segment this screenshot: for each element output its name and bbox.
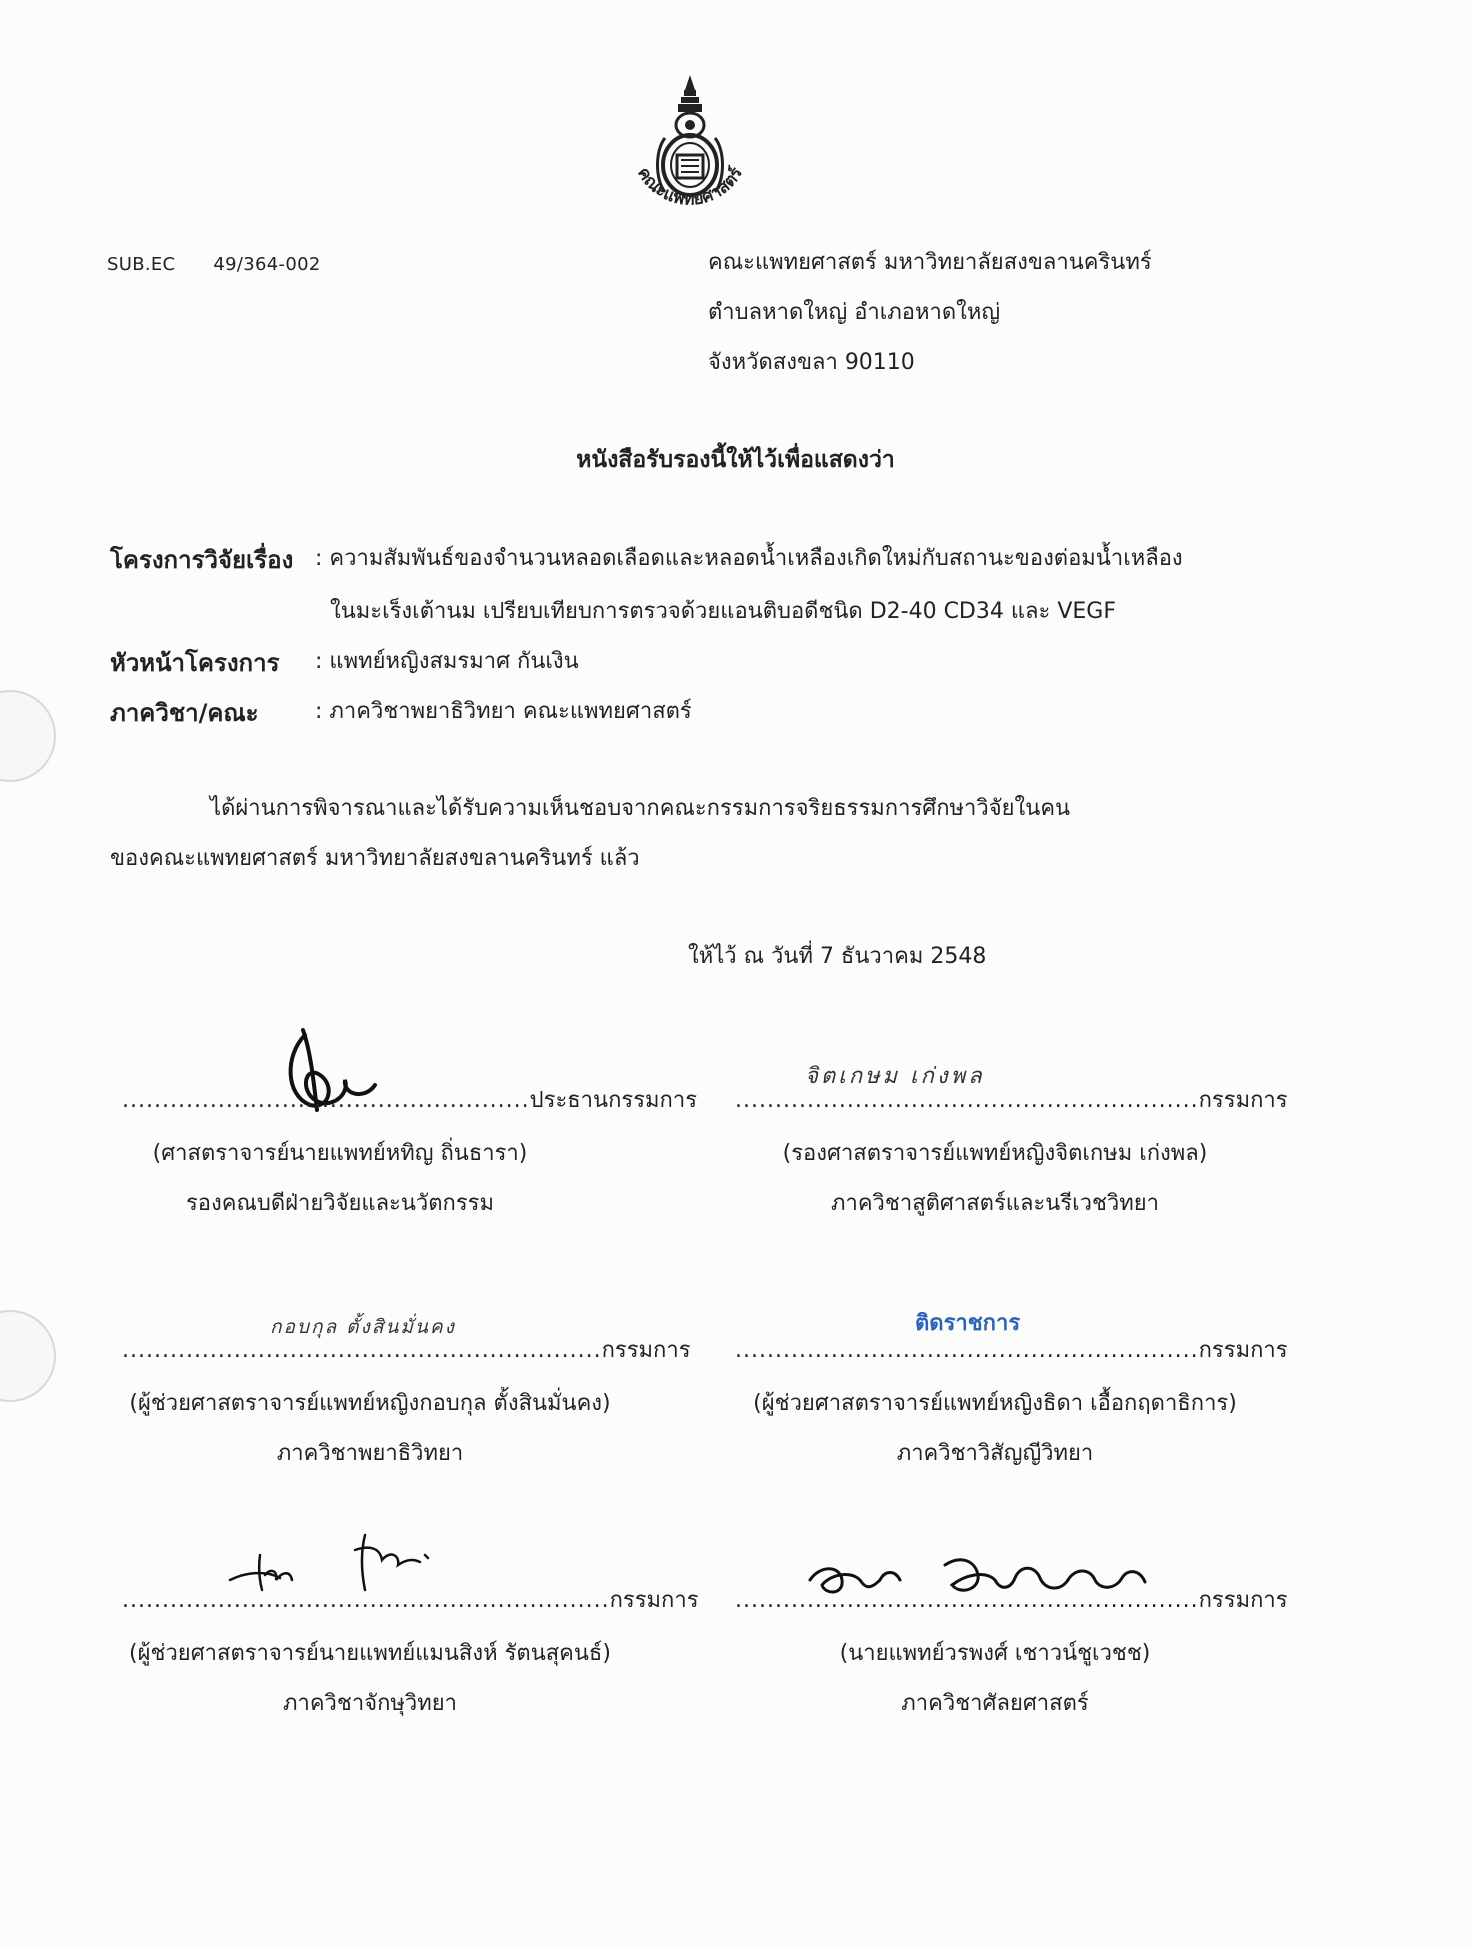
reference-value: 49/364-002 [213,254,321,275]
signatory-1-position: รองคณบดีฝ่ายวิจัยและนวัตกรรม [185,1191,495,1216]
signatory-6-line: ..........................................................กรรมการ [735,1588,1288,1613]
emblem-text: คณะแพทยศาสตร์ [633,163,747,210]
issue-date: ให้ไว้ ณ วันที่ 7 ธันวาคม 2548 [688,944,987,969]
faculty-emblem [605,70,775,230]
signatory-1-name: (ศาสตราจารย์นายแพทย์หทิญ ถิ่นธารา) [152,1141,528,1166]
signatory-5-name: (ผู้ช่วยศาสตราจารย์นายแพทย์แมนสิงห์ รัตนสุคนธ์) [129,1641,611,1666]
signatory-6-position: ภาควิชาศัลยศาสตร์ [901,1691,1089,1716]
signatory-3-role: กรรมการ [601,1338,691,1363]
signatory-5-position: ภาควิชาจักษุวิทยา [282,1691,458,1716]
signatory-1-role: ประธานกรรมการ [529,1088,698,1113]
signatory-2-name: (รองศาสตราจารย์แพทย์หญิงจิตเกษม เก่งพล) [782,1141,1208,1166]
signatory-4-position: ภาควิชาวิสัญญีวิทยา [896,1441,1094,1466]
address-line-3: จังหวัดสงขลา 90110 [708,350,915,375]
head-value: : แพทย์หญิงสมรมาศ กันเงิน [315,649,579,674]
binder-hole [0,690,56,782]
signatory-3-position: ภาควิชาพยาธิวิทยา [276,1441,464,1466]
signature-3: กอบกุล ตั้งสินมั่นคง [270,1316,456,1338]
signatory-2-line: ..........................................................กรรมการ [735,1088,1288,1113]
signature-2: จิตเกษม เก่งพล [805,1064,985,1089]
signatory-2-role: กรรมการ [1198,1088,1288,1113]
signatory-4-name: (ผู้ช่วยศาสตราจารย์แพทย์หญิงธิดา เอื้อกฤดาธิการ) [753,1391,1237,1416]
signatory-1-line: ...................................................ประธานกรรมการ [122,1088,698,1113]
project-label: โครงการวิจัยเรื่อง [110,546,294,574]
binder-hole [0,1310,56,1402]
signatory-6-name: (นายแพทย์วรพงศ์ เชาวน์ชูเวชช) [839,1641,1151,1666]
department-label: ภาควิชา/คณะ [110,699,259,727]
signatory-4-line: ..........................................................กรรมการ [735,1338,1288,1363]
department-value: : ภาควิชาพยาธิวิทยา คณะแพทยศาสตร์ [315,699,692,724]
signatory-5-line: .............................................................กรรมการ [122,1588,699,1613]
signatory-3-name: (ผู้ช่วยศาสตราจารย์แพทย์หญิงกอบกุล ตั้งสินมั่นคง) [129,1391,611,1416]
signatory-4-role: กรรมการ [1198,1338,1288,1363]
signatory-3-line: ............................................................กรรมการ [122,1338,691,1363]
project-title-line-1: : ความสัมพันธ์ของจำนวนหลอดเลือดและหลอดน้ำเหลืองเกิดใหม่กับสถานะของต่อมน้ำเหลือง [315,546,1183,571]
head-label: หัวหน้าโครงการ [110,649,280,677]
signatory-5-role: กรรมการ [609,1588,699,1613]
approval-text-line-1: ได้ผ่านการพิจารณาและได้รับความเห็นชอบจากคณะกรรมการจริยธรรมการศึกษาวิจัยในคน [210,796,1071,821]
reference-code: SUB.EC [107,254,176,275]
project-title-line-2: ในมะเร็งเต้านม เปรียบเทียบการตรวจด้วยแอนติบอดีชนิด D2-40 CD34 และ VEGF [330,599,1116,624]
reference-number [107,254,321,275]
signatory-6-role: กรรมการ [1198,1588,1288,1613]
address-line-2: ตำบลหาดใหญ่ อำเภอหาดใหญ่ [708,300,1001,325]
approval-text-line-2: ของคณะแพทยศาสตร์ มหาวิทยาลัยสงขลานครินทร์ แล้ว [110,846,640,871]
away-stamp: ติดราชการ [915,1311,1021,1336]
signatory-2-position: ภาควิชาสูติศาสตร์และนรีเวชวิทยา [830,1191,1159,1216]
address-line-1: คณะแพทยศาสตร์ มหาวิทยาลัยสงขลานครินทร์ [708,250,1152,275]
document-title: หนังสือรับรองนี้ให้ไว้เพื่อแสดงว่า [576,447,895,473]
